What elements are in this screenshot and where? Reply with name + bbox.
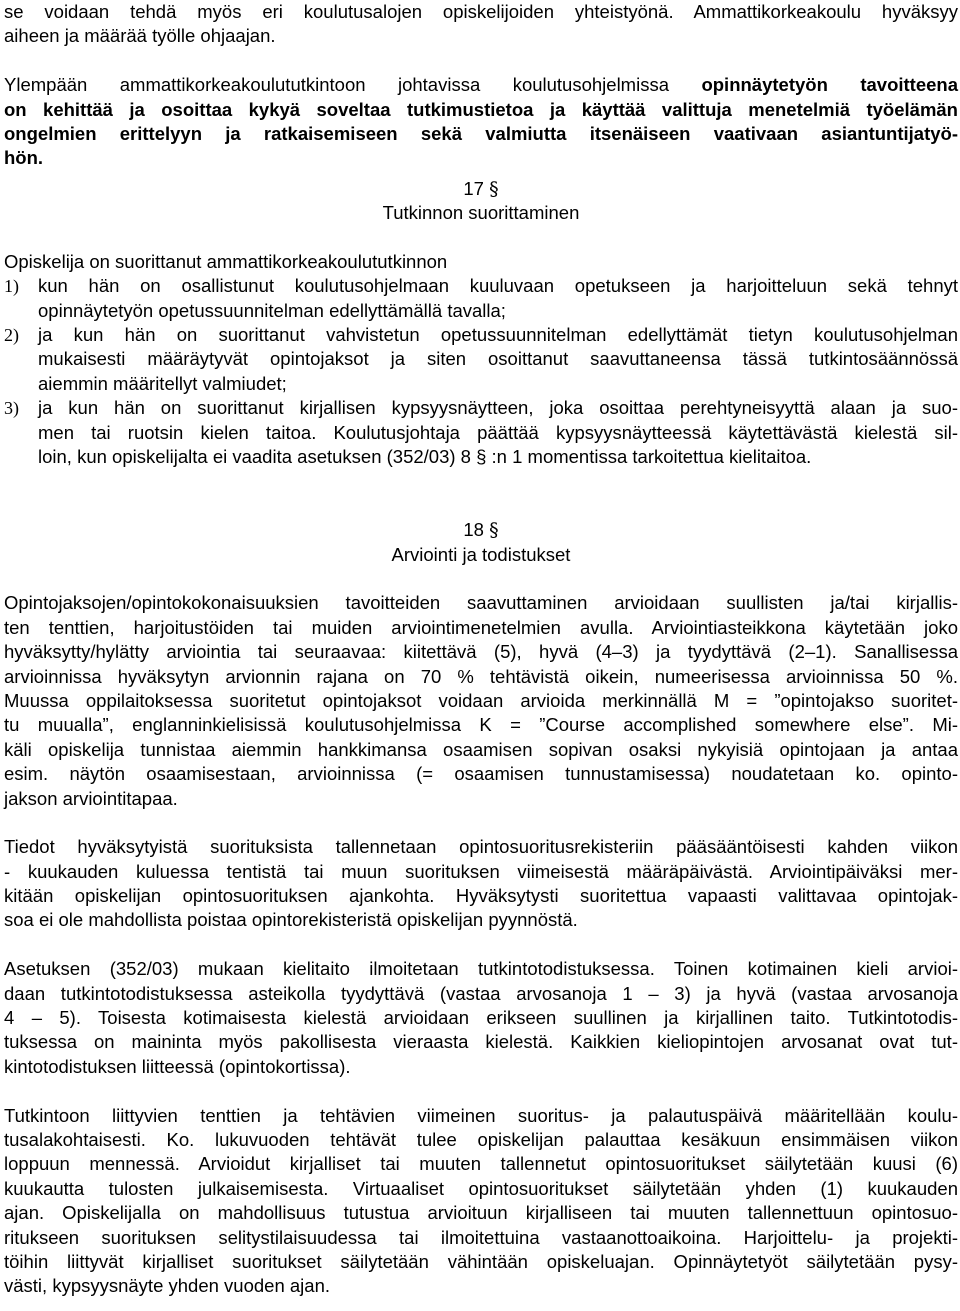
text-line: ten tenttien, harjoitustöiden tai muiden arviointimenetelmien avulla. Arviointiasteikkona käytetään joko <box>4 616 958 638</box>
thesis-goal-paragraph <box>4 73 958 171</box>
text-line: Opintojaksojen/opintokokonaisuuksien tavoitteiden saavuttaminen arvioidaan suullisten ja/tai kirjallis- <box>4 592 958 614</box>
list-item <box>4 274 958 323</box>
text-line: kun hän on osallistunut koulutusohjelmaan kuuluvaan opetukseen ja harjoitteluun sekä tehnyt <box>38 275 958 297</box>
section-symbol: § <box>489 177 499 200</box>
text-line: västi, kypsyysnäyte yhden vuoden ajan. <box>4 1275 330 1297</box>
text-line: Tutkintoon liittyvien tenttien ja tehtävien viimeinen suoritus- ja palautuspäivä määritellään koulu- <box>4 1104 958 1126</box>
section-17-lead: Opiskelija on suorittanut ammattikorkeakoulututkinnon <box>4 250 448 272</box>
paragraph-language <box>4 957 958 1079</box>
document-page <box>4 0 958 1299</box>
section-number-text: 17 <box>463 177 484 199</box>
text-line: Asetuksen (352/03) mukaan kielitaito ilmoitetaan tutkintotodistuksessa. Toinen kotimainen kieli arvioi- <box>4 958 958 980</box>
text-line: aiheen ja määrää työlle ohjaajan. <box>4 25 276 47</box>
section-title: Tutkinnon suorittaminen <box>382 202 580 224</box>
section-title: Arviointi ja todistukset <box>391 543 571 565</box>
text-line: Muussa oppilaitoksessa suoritetut opintojaksot voidaan arvioida merkinnällä M = ”opintojakso suoritet- <box>4 689 958 711</box>
list-item <box>4 323 958 396</box>
paragraph-grading <box>4 591 958 811</box>
text-line: tu muualla”, englanninkielisissä koulutusohjelmissa K = ”Course accomplished somewhere else”. Mi- <box>4 714 958 736</box>
text-line: opinnäytetyön opetussuunnitelman edellyttämällä tavalla; <box>38 299 506 321</box>
intro-paragraph <box>4 0 958 49</box>
text-line: men tai ruotsin kielen taitoa. Koulutusjohtaja päättää kypsyysnäytteessä käytettävästä kielestä sil- <box>38 421 958 443</box>
list-item <box>4 396 958 469</box>
text-bold: opinnäytetyön tavoitteena <box>701 74 958 96</box>
text-line: käli opiskelija tunnistaa aiemmin hankkimansa osaamisen sopivan osaksi nykyisiä opintojaan ja antaa <box>4 738 958 760</box>
text-plain: Ylempään ammattikorkeakoulututkintoon johtavissa koulutusohjelmissa <box>4 74 702 96</box>
text-line: töihin liittyvät kirjalliset suoritukset säilytetään vähintään opiskeluajan. Opinnäytetyöt säilytetään pysy- <box>4 1250 958 1272</box>
section-number <box>4 518 958 542</box>
text-line: kuukautta tulosten julkaisemisesta. Virtuaaliset opintosuoritukset säilytetään yhden (1) kuukauden <box>4 1177 958 1199</box>
text-line: tusalakohtaisesti. Ko. lukuvuoden tehtävät tulee opiskelijan palauttaa kesäkuun ensimmäisen viikon <box>4 1128 958 1150</box>
text-line: ajan. Opiskelijalla on mahdollisuus tutustua arvioituun kirjalliseen tai muuten tallennettuun opintosuo- <box>4 1202 958 1224</box>
text-line: hön. <box>4 147 44 169</box>
section-number <box>4 177 958 201</box>
text-line: ja kun hän on suorittanut kirjallisen kypsyysnäytteen, joka osoittaa perehtyneisyyttä alaan ja suo- <box>38 397 958 419</box>
paragraph-deadlines <box>4 1104 958 1299</box>
text-line: - kuukauden kuluessa tentistä tai muun suorituksen viimeisestä määräpäivästä. Arviointipäiväksi mer- <box>4 860 958 882</box>
text-line: hyväksytty/hylätty arviointia tai seuraavaa: kiitettävä (5), hyvä (4–3) ja tyydyttävä (2–1). Sanallisessa <box>4 641 958 663</box>
text-line: ja kun hän on suorittanut vahvistetun opetussuunnitelman edellyttämät tietyn koulutusohjelman <box>38 324 958 346</box>
text-line: loin, kun opiskelijalta ei vaadita asetuksen (352/03) 8 § :n 1 momentissa tarkoitettua kielitaitoa. <box>38 446 812 468</box>
text-line <box>4 73 958 97</box>
text-line: kintotodistuksen liitteessä (opintokortissa). <box>4 1055 351 1077</box>
text-line: ritukseen suorituksen selitystilaisuudessa tai ilmoitettuina vastaanottoaikoina. Harjoittelu- ja projekti- <box>4 1226 958 1248</box>
text-line: ongelmien erittelyyn ja ratkaisemiseen sekä valmiutta itsenäiseen vaativaan asiantuntijatyö- <box>4 122 958 144</box>
section-number-text: 18 <box>463 519 484 541</box>
text-line: loppuun mennessä. Arvioidut kirjalliset tai muuten tallennetut opintosuoritukset säilytetään kuusi (6) <box>4 1153 958 1175</box>
text-line: daan tutkintotodistuksessa asteikolla tyydyttävä (vastaa arvosanoja 1 – 3) ja hyvä (vastaa arvosanoja <box>4 982 958 1004</box>
text-line: aiemmin määritellyt valmiudet; <box>38 372 287 394</box>
section-18-heading <box>4 518 958 567</box>
paragraph-records <box>4 835 958 933</box>
text-line: tuksessa on maininta myös pakollisesta vieraasta kielestä. Kaikkien kieliopintojen arvosanat ovat tut- <box>4 1031 958 1053</box>
section-symbol: § <box>489 519 499 542</box>
text-line: se voidaan tehdä myös eri koulutusalojen opiskelijoiden yhteistyönä. Ammattikorkeakoulu hyväksyy <box>4 1 958 22</box>
text-line: 4 – 5). Toisesta kotimaisesta kielestä arvioidaan erikseen suullinen ja kirjallinen taito. Tutkintotodis- <box>4 1007 958 1029</box>
text-line: on kehittää ja osoittaa kykyä soveltaa tutkimustietoa ja käyttää valittuja menetelmiä työelämän <box>4 98 958 120</box>
text-line: kitään opiskelijan opintosuorituksen ajankohta. Hyväksytysti suoritettua vapaasti valittavaa opintojak- <box>4 885 958 907</box>
text-line: arvioinnissa hyväksytyn arvionnin rajana on 70 % tehtävistä oikein, numeerisessa arvioinnissa 50 %. <box>4 665 958 687</box>
text-line: soa ei ole mahdollista poistaa opintorekisteristä opiskelijan pyynnöstä. <box>4 909 578 931</box>
section-17-heading <box>4 177 958 226</box>
text-line: mukaisesti määräytyvät opintojaksot ja siten osoittanut saavuttaneensa tässä tutkintosäännössä <box>38 348 958 370</box>
text-line: jakson arviointitapaa. <box>4 787 178 809</box>
list-number: 2) <box>4 325 19 346</box>
list-number: 3) <box>4 398 19 419</box>
text-line: Tiedot hyväksytyistä suorituksista tallennetaan opintosuoritusrekisteriin pääsääntöisesti kahden viikon <box>4 836 958 858</box>
list-number: 1) <box>4 276 19 297</box>
text-line: esim. näytön osaamisestaan, arvioinnissa (= osaamisen tunnustamisessa) noudatetaan ko. opinto- <box>4 763 958 785</box>
